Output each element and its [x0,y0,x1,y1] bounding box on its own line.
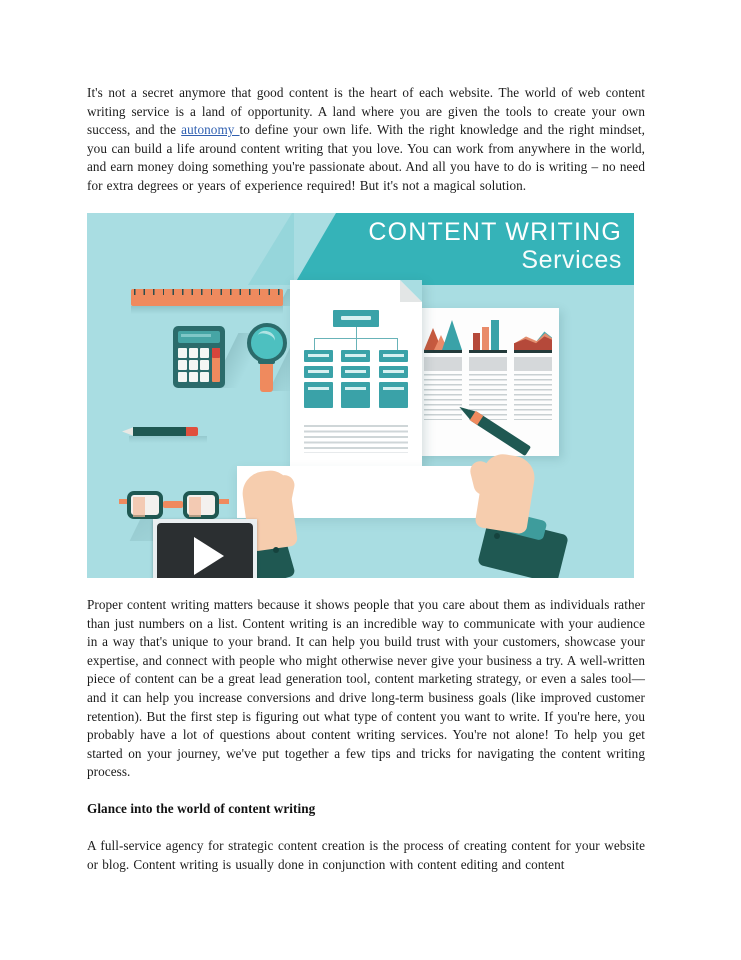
autonomy-link[interactable]: autonomy [181,122,240,138]
play-icon[interactable] [194,537,224,575]
banner-shadow [248,213,294,285]
calculator-key [178,348,187,358]
flowchart-root-node [333,310,379,327]
mountain-peak [442,320,462,350]
chart-column [469,315,507,420]
calculator-key [178,372,187,382]
calculator-key [189,372,198,382]
flowchart-branch [304,350,333,408]
flowchart-diagram [304,310,408,408]
pencil-icon [122,427,200,436]
calculator-icon [173,326,225,388]
calculator-key [200,360,209,370]
glasses-lens-right [183,491,219,519]
chart-axis [469,350,507,353]
document-text-lines [304,425,408,453]
chart-axis [424,350,462,353]
bar [482,327,489,350]
flowchart-node [304,350,333,362]
flowchart-branch [379,350,408,408]
flowchart-connector [356,338,357,350]
paragraph-3: A full-service agency for strategic content creation is the process of creating content for your website or blog. Content writing is usually done in conjunction with content editing and content [87,838,645,872]
bar-chart [469,315,507,353]
pencil-eraser [186,427,198,436]
paragraph-1 [87,84,645,195]
glasses-lens-left [127,491,163,519]
chart-column [514,315,552,420]
column-block [424,357,462,371]
column-block [514,357,552,371]
flowchart-node [379,366,408,378]
glasses-icon [127,491,223,521]
pencil-shadow [129,436,207,443]
video-play-button[interactable] [153,519,257,578]
calculator-screen [178,331,220,343]
flowchart-node [379,350,408,362]
flowchart-node [341,382,370,408]
flowchart-connector [314,338,315,350]
flowchart-node [379,382,408,408]
chart-axis [514,350,552,353]
content-writing-services-illustration [87,213,634,578]
section-heading-glance: Glance into the world of content writing [87,801,316,817]
illustration-canvas [87,213,634,578]
magnifier-icon [247,323,287,363]
flowchart-node [341,350,370,362]
paragraph-2: Proper content writing matters because it shows people that you care about them as individuals rather than just numbers on a list. Content writing is an incredible way to communicate with your audience in a way that's unique to your brand. It can help you build trust with your customers, showcase your expertise, and connect with people who might otherwise never give your business a try. A well-written piece of content can be a great lead generation tool, content marketing strategy, or even a sales tool—and it can help you increase conversions and drive long-term business goals (like improved customer retention). But the first step is figuring out what type of content you want to write. If you're here, you probably have a lot of questions about content writing services. You're not alone! To help you get started on your journey, we've put together a few tips and tricks for navigating the content writing process. [87,597,645,780]
pencil-body [133,427,186,436]
lens-tint [189,497,201,517]
area-chart [514,315,552,353]
paragraph-1-after-link: to define your own life. With the right knowledge and the right mindset, you can build a life around content writing that you love. You can work from anywhere in the world, and earn money doing something you're passionate about. And all you have to do is writing – no need for extra degrees or years of experience required! But it's not a magical solution. [87,122,645,193]
bar [473,333,480,350]
paragraph-1-before-link: It's not a secret anymore that good content is the heart of each website. The world of web content writing service is a land of opportunity. A land where you are given the tools to create your own success, and the [87,85,645,138]
calculator-key [200,372,209,382]
ruler-icon [131,289,283,306]
paragraph-gap-2 [87,819,645,838]
sleeve-button-left [273,547,279,553]
hand-right [470,455,560,578]
calculator-key [178,360,187,370]
flowchart-node [341,366,370,378]
lens-tint [133,497,145,517]
calculator-key [200,348,209,358]
column-text-lines [514,374,552,420]
banner-subtitle: Services [521,246,622,274]
glasses-temple-right [219,499,229,504]
mountain-chart [424,315,462,353]
chart-columns [424,315,552,420]
flowchart-node [304,382,333,408]
sleeve-button-right [494,533,500,539]
chart-column [424,315,462,420]
paragraph-gap-1 [87,782,645,801]
calculator-side-keys [212,348,220,382]
flowchart-node [304,366,333,378]
glasses-bridge [163,501,183,508]
banner-title: CONTENT WRITING [368,218,622,246]
calculator-key [189,348,198,358]
calculator-keys [178,348,209,382]
column-block [469,357,507,371]
flowchart-connector [397,338,398,350]
bar [491,320,499,350]
play-button-background[interactable] [157,523,253,578]
calculator-key [189,360,198,370]
flowchart-branch [341,350,370,408]
